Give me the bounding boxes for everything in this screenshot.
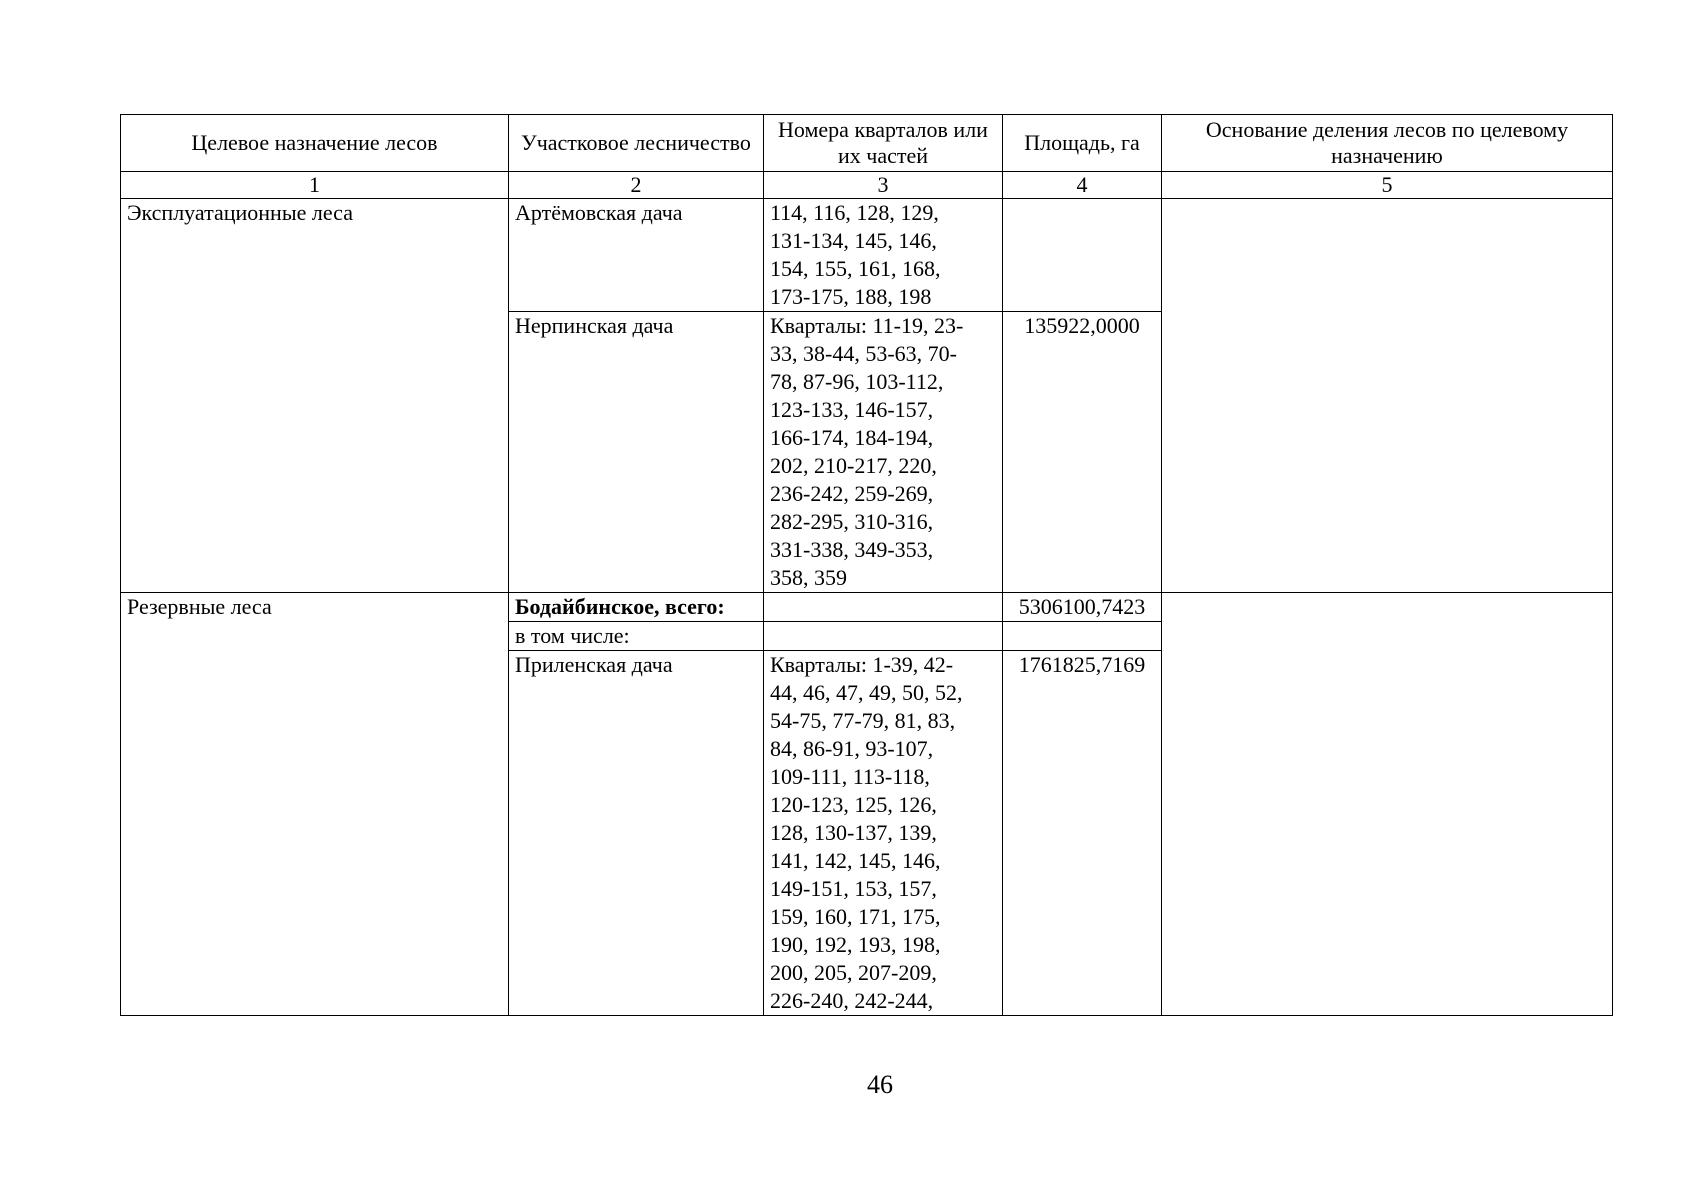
header-forestry: Участковое лесничество [509,115,764,172]
column-number: 5 [1162,172,1613,199]
purpose-cell: Резервные леса [121,593,509,1016]
purpose-cell: Эксплуатационные леса [121,199,509,593]
table-row [121,593,1613,622]
quarters-cell [764,593,1003,622]
forestry-cell: Нерпинская дача [509,312,764,593]
quarters-cell: Кварталы: 1-39, 42- 44, 46, 47, 49, 50, 52, 54-75, 77-79, 81, 83, 84, 86-91, 93-107, 109-111, 113-118, 120-123, 125, 126, 128, 130-137, 139, 141, 142, 145, 146, 149-151, 153, 157, 159, 160, 171, 175, 190, 192, 193, 198, 200, 205, 207-209, 226-240, 242-244, [764,651,1003,1016]
forest-purpose-table [120,114,1613,1016]
forestry-cell: Приленская дача [509,651,764,1016]
area-cell: 1761825,7169 [1003,651,1162,1016]
forestry-cell: Бодайбинское, всего: [509,593,764,622]
header-quarters: Номера кварталов или их частей [764,115,1003,172]
area-cell: 5306100,7423 [1003,593,1162,622]
column-number: 1 [121,172,509,199]
column-number-row [121,172,1613,199]
area-cell: 135922,0000 [1003,312,1162,593]
table-header-row [121,115,1613,172]
column-number: 2 [509,172,764,199]
header-area: Площадь, га [1003,115,1162,172]
column-number: 4 [1003,172,1162,199]
header-purpose: Целевое назначение лесов [121,115,509,172]
forestry-cell: Артёмовская дача [509,199,764,312]
page-number: 46 [867,1070,893,1099]
forestry-cell: в том числе: [509,622,764,651]
quarters-cell [764,622,1003,651]
area-cell [1003,622,1162,651]
basis-cell [1162,199,1613,593]
quarters-cell: 114, 116, 128, 129, 131-134, 145, 146, 154, 155, 161, 168, 173-175, 188, 198 [764,199,1003,312]
area-cell [1003,199,1162,312]
column-number: 3 [764,172,1003,199]
table-row [121,199,1613,312]
quarters-cell: Кварталы: 11-19, 23- 33, 38-44, 53-63, 70- 78, 87-96, 103-112, 123-133, 146-157, 166-174, 184-194, 202, 210-217, 220, 236-242, 259-269, 282-295, 310-316, 331-338, 349-353, 358, 359 [764,312,1003,593]
basis-cell [1162,593,1613,1016]
header-basis: Основание деления лесов по целевому назначению [1162,115,1613,172]
